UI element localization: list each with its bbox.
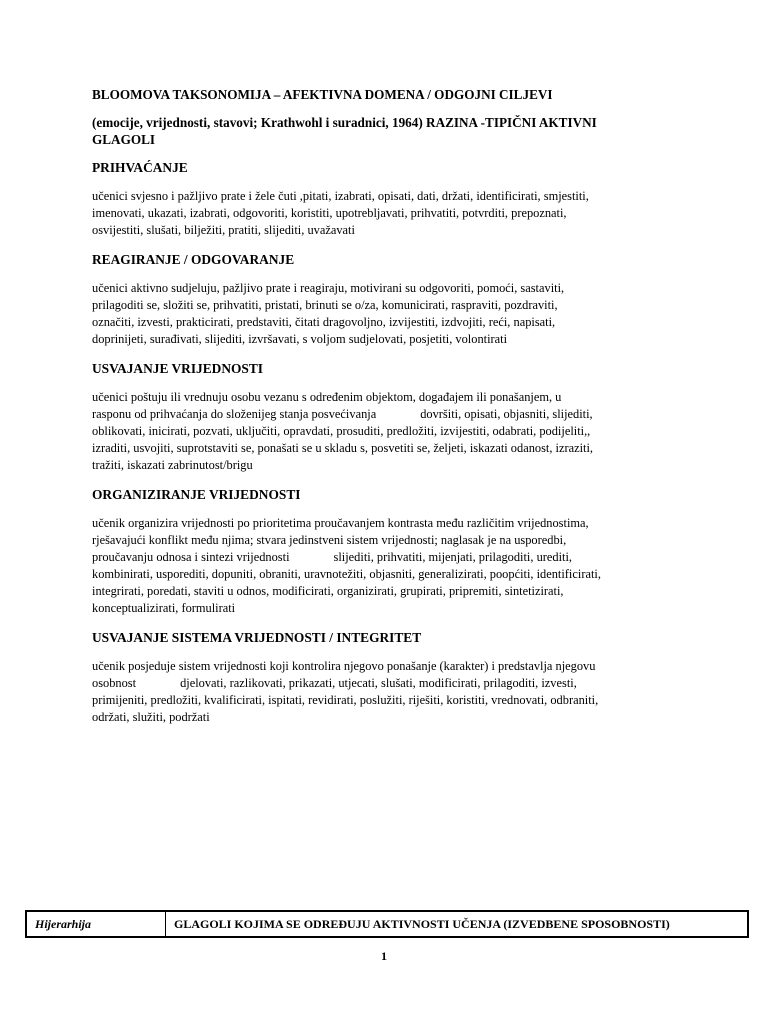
text-line: rješavajući konflikt među njima; stvara jedinstveni sistem vrijednosti; naglasak je na usporedbi, xyxy=(92,533,567,547)
section-text-organiziranje xyxy=(92,515,652,617)
text-line: učenik posjeduje sistem vrijednosti koji kontrolira njegovo ponašanje (karakter) i predstavlja njegovu xyxy=(92,659,596,673)
text-line: kombinirati, usporediti, dopuniti, obraniti, uravnotežiti, objasniti, generalizirati, poopćiti, identificirati, xyxy=(92,567,601,581)
text-line: održati, služiti, podržati xyxy=(92,710,210,724)
section-text-usvajanje-vrijednosti xyxy=(92,389,652,474)
text-segment: slijediti, prihvatiti, mijenjati, prilagoditi, urediti, xyxy=(333,550,573,564)
text-line: integrirati, poredati, staviti u odnos, modificirati, organizirati, grupirati, pripremiti, sintetizirati, xyxy=(92,584,564,598)
text-line: tražiti, iskazati zabrinutost/brigu xyxy=(92,458,253,472)
text-line: označiti, izvesti, prakticirati, predstaviti, čitati dragovoljno, izvijestiti, izdvojiti, reći, napisati, xyxy=(92,315,556,329)
text-segment: rasponu od prihvaćanja do složenijeg stanja posvećivanja xyxy=(92,407,377,421)
text-line xyxy=(92,406,652,423)
text-line: učenici aktivno sudjeluju, pažljivo prate i reagiraju, motivirani su odgovoriti, pomoći, sastaviti, xyxy=(92,281,565,295)
text-segment: djelovati, razlikovati, prikazati, utjecati, slušati, modificirati, prilagoditi, izvesti, xyxy=(180,676,577,690)
section-heading-reagiranje: REAGIRANJE / ODGOVARANJE xyxy=(92,252,295,267)
text-segment: proučavanju odnosa i sintezi vrijednosti xyxy=(92,550,290,564)
section-heading-organiziranje: ORGANIZIRANJE VRIJEDNOSTI xyxy=(92,487,301,502)
text-segment: osobnost xyxy=(92,676,137,690)
document-content xyxy=(92,86,652,738)
text-line: učenici poštuju ili vrednuju osobu vezanu s određenim objektom, događajem ili ponašanjem, u xyxy=(92,390,562,404)
section-text-prihvacanje xyxy=(92,188,652,239)
section-heading-integritet: USVAJANJE SISTEMA VRIJEDNOSTI / INTEGRITET xyxy=(92,630,422,645)
text-line xyxy=(92,549,652,566)
document-title: BLOOMOVA TAKSONOMIJA – AFEKTIVNA DOMENA / ODGOJNI CILJEVI xyxy=(92,87,553,102)
subtitle-line-1: (emocije, vrijednosti, stavovi; Krathwohl i suradnici, 1964) RAZINA -TIPIČNI AKTIVNI xyxy=(92,115,597,130)
section-text-reagiranje xyxy=(92,280,652,348)
text-line: učenici svjesno i pažljivo prate i žele čuti ,pitati, izabrati, opisati, dati, držati, identificirati, smjestiti, xyxy=(92,189,589,203)
section-heading-usvajanje-vrijednosti: USVAJANJE VRIJEDNOSTI xyxy=(92,361,264,376)
section-heading-prihvacanje: PRIHVAĆANJE xyxy=(92,160,188,175)
table-header-verbs: GLAGOLI KOJIMA SE ODREĐUJU AKTIVNOSTI UČENJA (IZVEDBENE SPOSOBNOSTI) xyxy=(174,917,670,931)
text-line: doprinijeti, surađivati, slijediti, izvršavati, s voljom sudjelovati, posjetiti, volontirati xyxy=(92,332,508,346)
text-line: imenovati, ukazati, izabrati, odgovoriti, koristiti, upotrebljavati, prihvatiti, potvrditi, prepoznati, xyxy=(92,206,567,220)
document-subtitle xyxy=(92,114,652,148)
text-line: učenik organizira vrijednosti po prioritetima proučavanjem kontrasta među različitim vrijednostima, xyxy=(92,516,589,530)
verbs-table-header xyxy=(25,910,749,938)
text-line: prilagoditi se, složiti se, prihvatiti, pristati, brinuti se o/za, komunicirati, raspraviti, pozdraviti, xyxy=(92,298,558,312)
section-text-integritet xyxy=(92,658,652,726)
text-segment: dovršiti, opisati, objasniti, slijediti, xyxy=(420,407,593,421)
text-line: konceptualizirati, formulirati xyxy=(92,601,236,615)
table-header-hierarchy: Hijerarhija xyxy=(27,912,166,936)
subtitle-line-2: GLAGOLI xyxy=(92,132,156,147)
text-line xyxy=(92,675,652,692)
text-line: osvijestiti, slušati, bilježiti, pratiti, slijediti, uvažavati xyxy=(92,223,355,237)
text-line: izraditi, usvojiti, suprotstaviti se, ponašati se u skladu s, posvetiti se, željeti, iskazati odanost, izraziti, xyxy=(92,441,594,455)
page-number: 1 xyxy=(381,949,387,963)
text-line: primijeniti, predložiti, kvalificirati, ispitati, revidirati, poslužiti, riješiti, koristiti, vrednovati, odbraniti, xyxy=(92,693,599,707)
text-line: oblikovati, inicirati, pozvati, uključiti, opravdati, prosuditi, predložiti, izvijestiti, odabrati, podijeliti,, xyxy=(92,424,591,438)
